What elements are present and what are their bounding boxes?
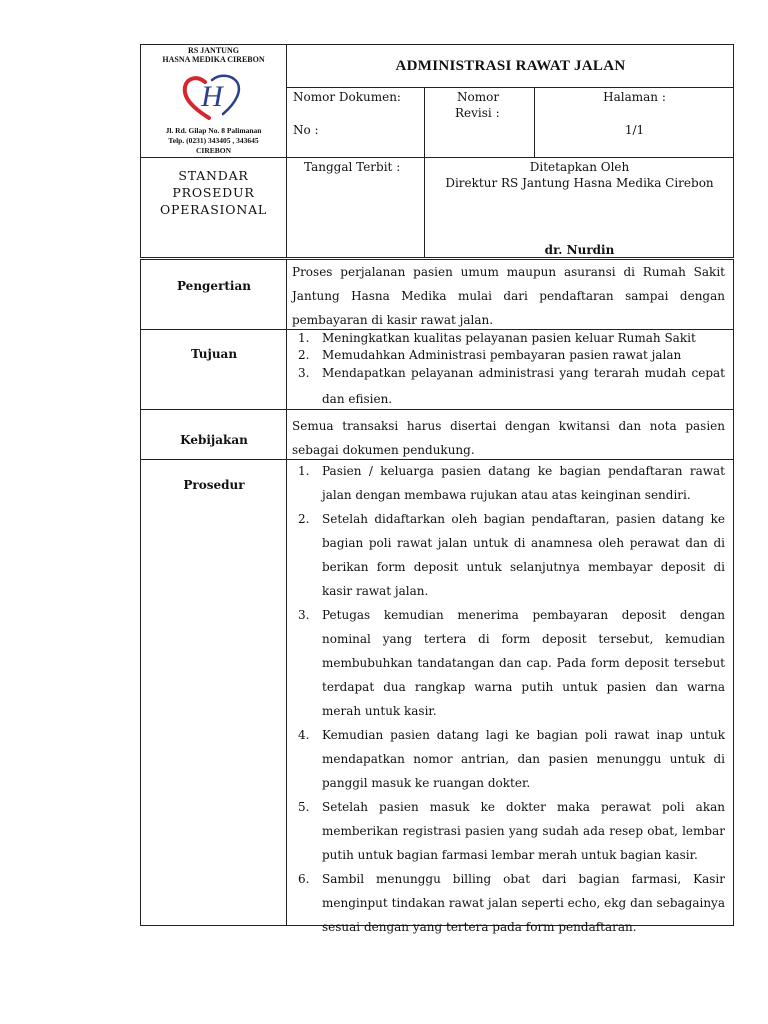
sop-content-table [140,259,734,934]
row-label-kebijakan: Kebijakan [180,433,248,447]
row-label-prosedur: Prosedur [183,478,245,492]
header-divider [424,88,425,157]
document-title: ADMINISTRASI RAWAT JALAN [395,58,626,74]
list-item: 5. Setelah pasien masuk ke dokter maka perawat poli akan memberikan registrasi pasien yang sudah ada resep obat, lembar putih untuk bagian farmasi lembar merah untuk bagian kasir. [298,800,725,862]
hospital-name-line1: RS JANTUNG [188,46,239,55]
approved-by-name: dr. Nurdin [544,243,615,257]
row-label-pengertian: Pengertian [176,279,251,293]
page-label: Halaman : [603,90,666,104]
revision-label-line1: Nomor [457,90,500,104]
sop-title [141,167,286,218]
sop-title-line2: PROSEDUR [172,185,255,200]
list-item: 4. Kemudian pasien datang lagi ke bagian poli rawat inap untuk mendapatkan nomor antrian, dan pasien menunggu untuk di panggil masuk ke ruangan dokter. [298,728,725,790]
issue-date-label: Tanggal Terbit : [304,160,401,174]
hospital-phone-line: Telp. (0231) 343405 , 343645 [168,136,259,145]
sop-title-line3: OPERASIONAL [159,202,268,217]
list-item: 1. Pasien / keluarga pasien datang ke bagian pendaftaran rawat jalan dengan membawa rujukan atau atas keinginan sendiri. [298,464,725,502]
revision-label-line2: Revisi : [455,106,500,120]
hospital-logo-cell [141,45,286,157]
list-item: 1. Meningkatkan kualitas pelayanan pasien keluar Rumah Sakit [298,331,696,345]
prosedur-list [292,459,725,939]
kebijakan-text: Semua transaksi harus disertai dengan kwitansi dan nota pasien sebagai dokumen pendukung. [292,419,725,457]
list-item: 2. Setelah didaftarkan oleh bagian pendaftaran, pasien datang ke bagian poli rawat jalan untuk di anamnesa oleh perawat dan di berikan form deposit untuk selanjutnya membayar deposit di kasir rawat jalan. [298,512,725,598]
approved-by-label: Ditetapkan Oleh [529,160,630,174]
page-value: 1/1 [624,123,645,137]
approved-by-title: Direktur RS Jantung Hasna Medika Cirebon [445,176,714,190]
logo-letter: H [201,80,223,113]
hospital-name-line2: HASNA MEDIKA CIREBON [162,55,265,64]
header-divider [141,157,734,158]
list-item: 3. Petugas kemudian menerima pembayaran deposit dengan nominal yang tertera di form deposit tersebut, kemudian membubuhkan tandatangan dan cap. Pada form deposit tersebut terdapat dua rangkap warna putih untuk pasien dan warna merah untuk kasir. [298,608,725,718]
hospital-address-line1: Jl. Rd. Gilap No. 8 Palimanan [165,126,262,135]
hospital-city-line: CIREBON [195,146,231,155]
pengertian-text: Proses perjalanan pasien umum maupun asuransi di Rumah Sakit Jantung Hasna Medika mulai dari pendaftaran sampai dengan pembayaran di kasir rawat jalan. [292,265,725,327]
row-label-tujuan: Tujuan [190,347,238,361]
list-item: 6. Sambil menunggu billing obat dari bagian farmasi, Kasir menginput tindakan rawat jalan seperti echo, ekg dan sebagainya sesuai dengan yang tertera pada form pendaftaran. [298,872,725,934]
sop-title-line1: STANDAR [178,168,249,183]
doc-number-value: No : [293,123,319,137]
tujuan-list [292,330,725,412]
list-item: 2. Memudahkan Administrasi pembayaran pasien rawat jalan [298,348,682,362]
hospital-heart-logo [179,72,245,124]
doc-number-label: Nomor Dokumen: [293,90,401,104]
list-item: 3. Mendapatkan pelayanan administrasi yang terarah mudah cepat dan efisien. [298,366,725,406]
sop-header-table [140,44,734,258]
